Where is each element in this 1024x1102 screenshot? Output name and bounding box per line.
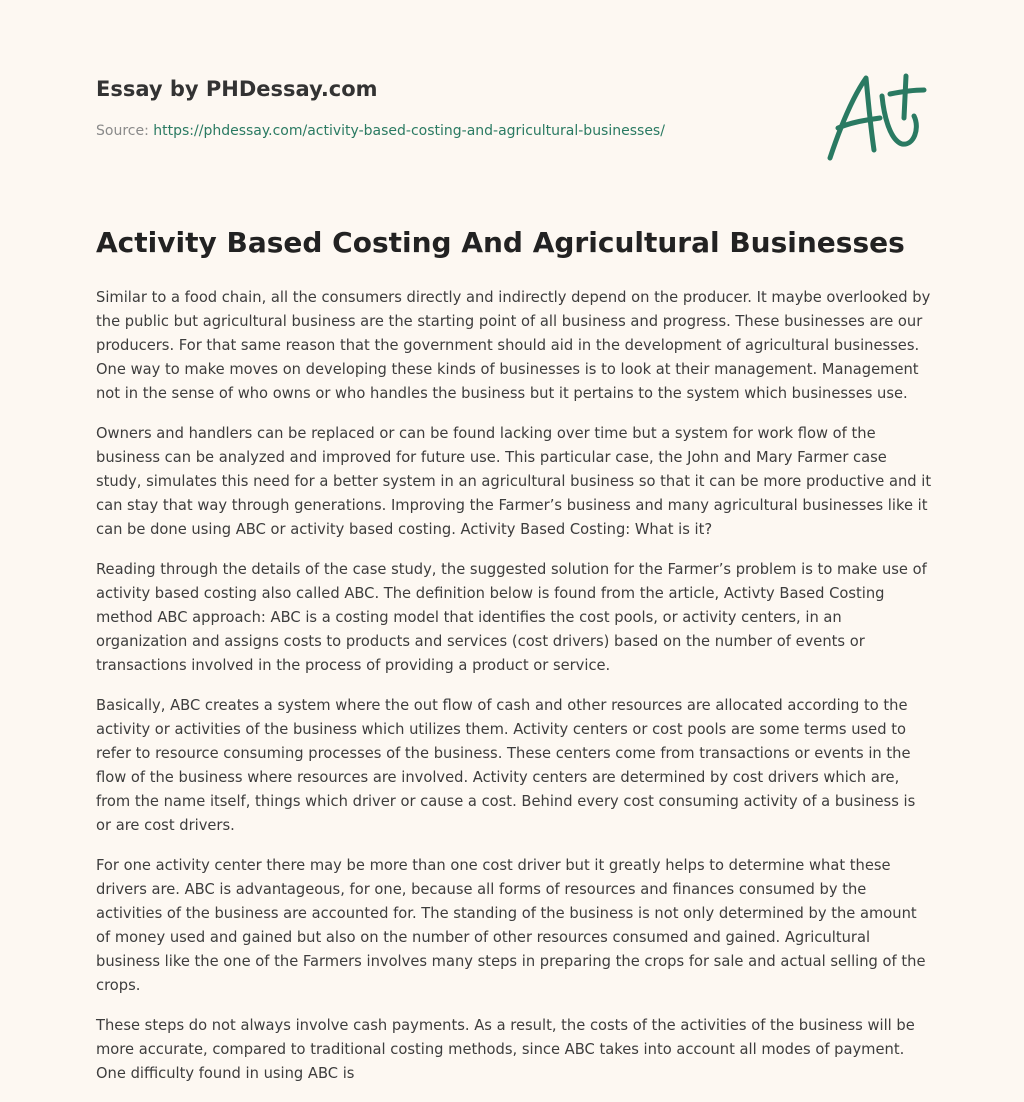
site-brand: Essay by PHDessay.com: [96, 77, 378, 101]
essay-paragraph: Reading through the details of the case study, the suggested solution for the Farmer’s problem is to make use of activity based costing also called ABC. The definition below is found from the article, Activty Based Costing method ABC approach: ABC is a costing model that identifies the cost pools, or activity centers, in an organization and assigns costs to products and services (cost drivers) based on the number of events or transactions involved in the process of providing a product or service.: [96, 561, 927, 674]
essay-paragraph: These steps do not always involve cash payments. As a result, the costs of the activities of the business will be more accurate, compared to traditional costing methods, since ABC takes into account all modes of payment. One difficulty found in using ABC is: [96, 1017, 915, 1082]
source-label: Source:: [96, 123, 149, 139]
essay-body: [96, 286, 932, 1102]
a-plus-logo-icon: [824, 68, 928, 164]
essay-paragraph: For one activity center there may be more than one cost driver but it greatly helps to determine what these drivers are. ABC is advantageous, for one, because all forms of resources and finances consumed by the activities of the business are accounted for. The standing of the business is not only determined by the amount of money used and gained but also on the number of other resources consumed and gained. Agricultural business like the one of the Farmers involves many steps in preparing the crops for sale and actual selling of the crops.: [96, 857, 926, 994]
essay-paragraph: Basically, ABC creates a system where the out flow of cash and other resources are allocated according to the activity or activities of the business which utilizes them. Activity centers or cost pools are some terms used to refer to resource consuming processes of the business. These centers come from transactions or events in the flow of the business where resources are involved. Activity centers are determined by cost drivers which are, from the name itself, things which driver or cause a cost. Behind every cost consuming activity of a business is or are cost drivers.: [96, 697, 916, 834]
essay-title: Activity Based Costing And Agricultural Businesses: [96, 226, 905, 259]
source-link[interactable]: https://phdessay.com/activity-based-costing-and-agricultural-businesses/: [153, 123, 665, 139]
essay-paragraph: Similar to a food chain, all the consumers directly and indirectly depend on the producer. It maybe overlooked by the public but agricultural business are the starting point of all business and progress. These businesses are our producers. For that same reason that the government should aid in the development of agricultural businesses. One way to make moves on developing these kinds of businesses is to look at their management. Management not in the sense of who owns or who handles the business but it pertains to the system which businesses use.: [96, 289, 931, 402]
source-line: [96, 123, 665, 139]
essay-paragraph: Owners and handlers can be replaced or can be found lacking over time but a system for work flow of the business can be analyzed and improved for future use. This particular case, the John and Mary Farmer case study, simulates this need for a better system in an agricultural business so that it can be more productive and it can stay that way through generations. Improving the Farmer’s business and many agricultural businesses like it can be done using ABC or activity based costing. Activity Based Costing: What is it?: [96, 425, 932, 538]
